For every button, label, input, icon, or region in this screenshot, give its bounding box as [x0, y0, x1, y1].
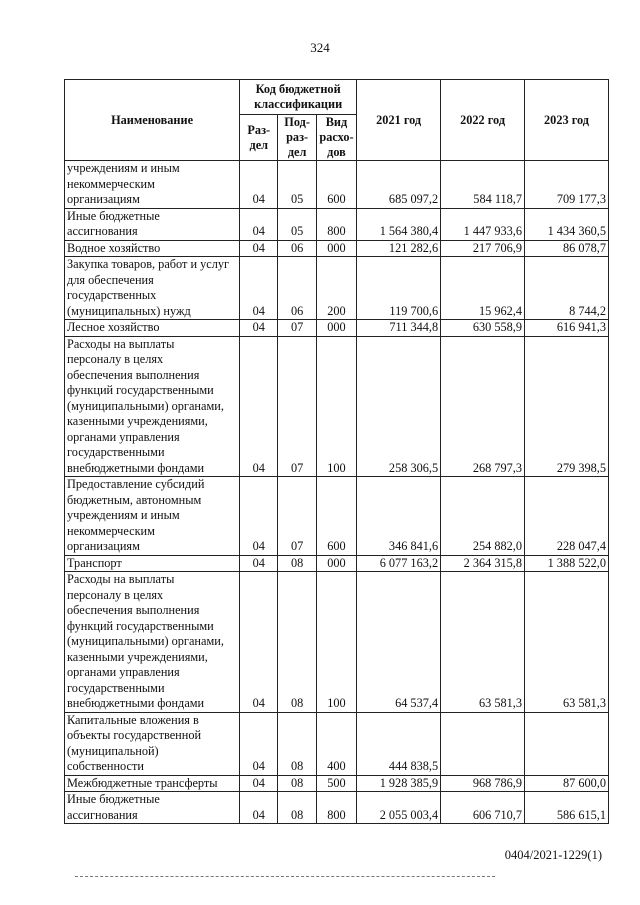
cell-y2022 [441, 712, 525, 775]
cell-y2022: 1 447 933,6 [441, 208, 525, 240]
cell-name: Иные бюджетные ассигнования [65, 792, 240, 824]
budget-table [64, 79, 609, 824]
table-row [65, 712, 609, 775]
cell-y2023: 709 177,3 [525, 161, 609, 209]
cell-section: 04 [240, 572, 278, 713]
cell-subsection: 07 [278, 320, 316, 337]
cell-y2021: 1 928 385,9 [357, 775, 441, 792]
cell-y2021: 64 537,4 [357, 572, 441, 713]
table-body [65, 161, 609, 824]
cell-section: 04 [240, 240, 278, 257]
cell-expense-type: 800 [316, 792, 356, 824]
table-row [65, 320, 609, 337]
cell-y2022: 217 706,9 [441, 240, 525, 257]
cell-subsection: 05 [278, 161, 316, 209]
table-row [65, 240, 609, 257]
cell-section: 04 [240, 320, 278, 337]
cell-name: учреждениям и иным некоммерческим организациям [65, 161, 240, 209]
cell-y2021: 346 841,6 [357, 477, 441, 556]
cell-section: 04 [240, 555, 278, 572]
cell-y2021: 2 055 003,4 [357, 792, 441, 824]
cell-name: Предоставление субсидий бюджетным, автономным учреждениям и иным некоммерческим организациям [65, 477, 240, 556]
cell-subsection: 07 [278, 477, 316, 556]
cell-section: 04 [240, 257, 278, 320]
cell-expense-type: 600 [316, 477, 356, 556]
cell-name: Водное хозяйство [65, 240, 240, 257]
cell-y2023: 8 744,2 [525, 257, 609, 320]
table-row [65, 161, 609, 209]
header-section: Раз- дел [240, 115, 278, 161]
cell-y2021: 685 097,2 [357, 161, 441, 209]
cell-expense-type: 000 [316, 555, 356, 572]
cell-section: 04 [240, 336, 278, 477]
cell-y2023: 86 078,7 [525, 240, 609, 257]
cell-subsection: 08 [278, 775, 316, 792]
cell-name: Расходы на выплаты персоналу в целях обеспечения выполнения функций государственными (муниципальными) органами, казенными учреждениями, органами управления государственными внебюджетными фондами [65, 572, 240, 713]
cell-y2022: 15 962,4 [441, 257, 525, 320]
cell-y2022: 268 797,3 [441, 336, 525, 477]
table-row [65, 208, 609, 240]
page-number: 324 [310, 40, 330, 55]
cell-y2022: 63 581,3 [441, 572, 525, 713]
cell-y2022: 254 882,0 [441, 477, 525, 556]
table-row [65, 477, 609, 556]
cell-expense-type: 400 [316, 712, 356, 775]
cell-section: 04 [240, 792, 278, 824]
cell-expense-type: 800 [316, 208, 356, 240]
cell-section: 04 [240, 161, 278, 209]
header-subsection: Под- раз- дел [278, 115, 316, 161]
cell-y2023: 228 047,4 [525, 477, 609, 556]
cell-y2023: 279 398,5 [525, 336, 609, 477]
cell-y2022: 606 710,7 [441, 792, 525, 824]
cell-section: 04 [240, 775, 278, 792]
cell-expense-type: 200 [316, 257, 356, 320]
cell-y2021: 444 838,5 [357, 712, 441, 775]
cell-subsection: 07 [278, 336, 316, 477]
cell-name: Расходы на выплаты персоналу в целях обеспечения выполнения функций государственными (муниципальными) органами, казенными учреждениями, органами управления государственными внебюджетными фондами [65, 336, 240, 477]
cell-y2021: 258 306,5 [357, 336, 441, 477]
table-row [65, 336, 609, 477]
cell-subsection: 08 [278, 572, 316, 713]
header-2021: 2021 год [357, 80, 441, 161]
document-code: 0404/2021-1229(1) [504, 848, 602, 862]
cell-y2022: 584 118,7 [441, 161, 525, 209]
cell-name: Транспорт [65, 555, 240, 572]
header-code-group: Код бюджетной классификации [240, 80, 357, 115]
cell-y2023: 1 434 360,5 [525, 208, 609, 240]
cell-subsection: 08 [278, 712, 316, 775]
cell-name: Закупка товаров, работ и услуг для обеспечения государственных (муниципальных) нужд [65, 257, 240, 320]
cell-subsection: 08 [278, 555, 316, 572]
cell-name: Иные бюджетные ассигнования [65, 208, 240, 240]
cell-y2021: 6 077 163,2 [357, 555, 441, 572]
cell-y2023: 1 388 522,0 [525, 555, 609, 572]
cell-subsection: 06 [278, 257, 316, 320]
table-row [65, 257, 609, 320]
table-header-row [65, 80, 609, 115]
cell-name: Капитальные вложения в объекты государственной (муниципальной) собственности [65, 712, 240, 775]
cell-y2023 [525, 712, 609, 775]
cell-subsection: 05 [278, 208, 316, 240]
cell-y2021: 121 282,6 [357, 240, 441, 257]
table-row [65, 775, 609, 792]
cell-subsection: 08 [278, 792, 316, 824]
cell-name: Межбюджетные трансферты [65, 775, 240, 792]
cell-expense-type: 000 [316, 320, 356, 337]
cell-y2023: 616 941,3 [525, 320, 609, 337]
table-row [65, 792, 609, 824]
cell-section: 04 [240, 208, 278, 240]
cell-y2022: 2 364 315,8 [441, 555, 525, 572]
bottom-rule [75, 876, 495, 877]
cell-y2023: 586 615,1 [525, 792, 609, 824]
cell-y2021: 711 344,8 [357, 320, 441, 337]
cell-expense-type: 100 [316, 336, 356, 477]
table-row [65, 572, 609, 713]
cell-y2023: 87 600,0 [525, 775, 609, 792]
table-row [65, 555, 609, 572]
cell-expense-type: 600 [316, 161, 356, 209]
header-2022: 2022 год [441, 80, 525, 161]
cell-y2021: 119 700,6 [357, 257, 441, 320]
cell-expense-type: 500 [316, 775, 356, 792]
header-expense-type: Вид расхо- дов [316, 115, 356, 161]
cell-y2023: 63 581,3 [525, 572, 609, 713]
cell-y2021: 1 564 380,4 [357, 208, 441, 240]
cell-y2022: 630 558,9 [441, 320, 525, 337]
cell-name: Лесное хозяйство [65, 320, 240, 337]
cell-section: 04 [240, 477, 278, 556]
header-name: Наименование [65, 80, 240, 161]
cell-subsection: 06 [278, 240, 316, 257]
header-2023: 2023 год [525, 80, 609, 161]
cell-expense-type: 000 [316, 240, 356, 257]
cell-section: 04 [240, 712, 278, 775]
cell-y2022: 968 786,9 [441, 775, 525, 792]
cell-expense-type: 100 [316, 572, 356, 713]
